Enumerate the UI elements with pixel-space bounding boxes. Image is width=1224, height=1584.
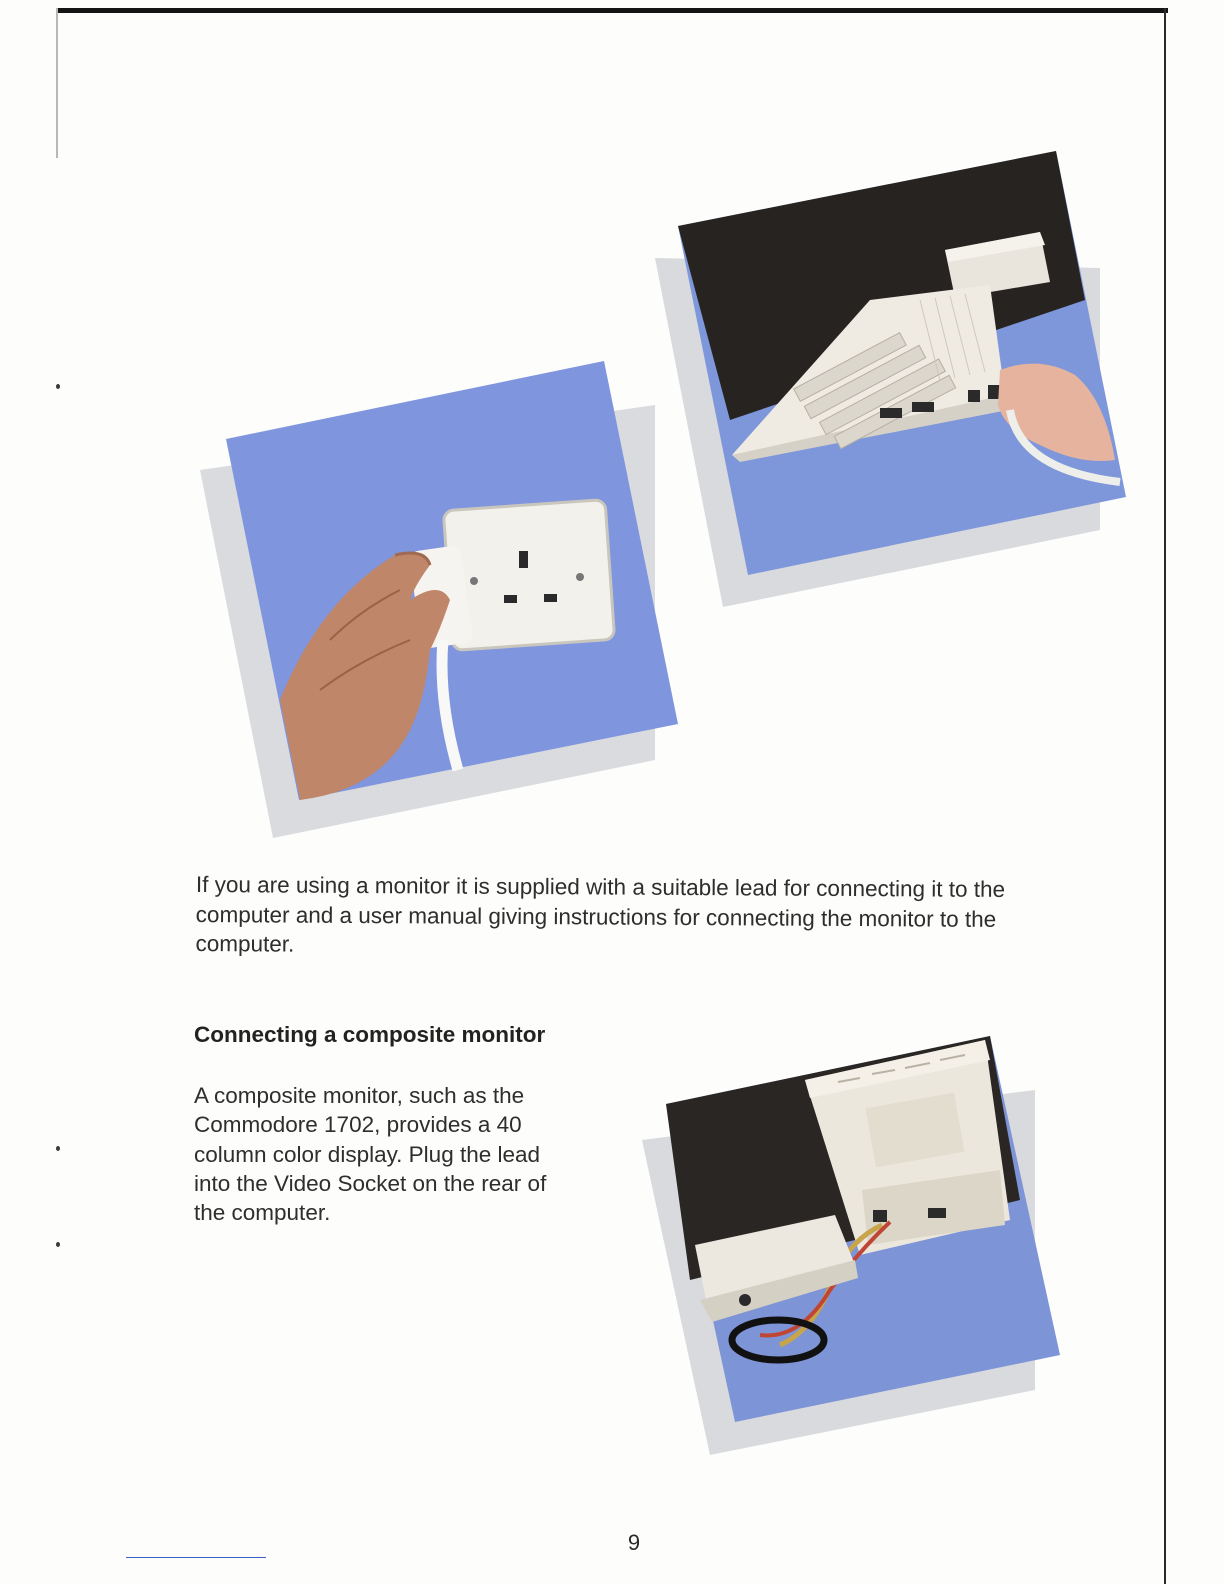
footer-rule [126, 1557, 266, 1558]
section-body: A composite monitor, such as the Commodore 1702, provides a 40 column color display. Plug the lead into the Video Socket on the rear of the computer. [194, 1083, 547, 1226]
intro-paragraph: If you are using a monitor it is supplied with a suitable lead for connecting it to the computer and a user manual giving instructions for connecting the monitor to the computer. [195, 871, 1006, 957]
section-heading: Connecting a composite monitor [194, 1022, 546, 1047]
page-number: 9 [627, 1530, 641, 1555]
